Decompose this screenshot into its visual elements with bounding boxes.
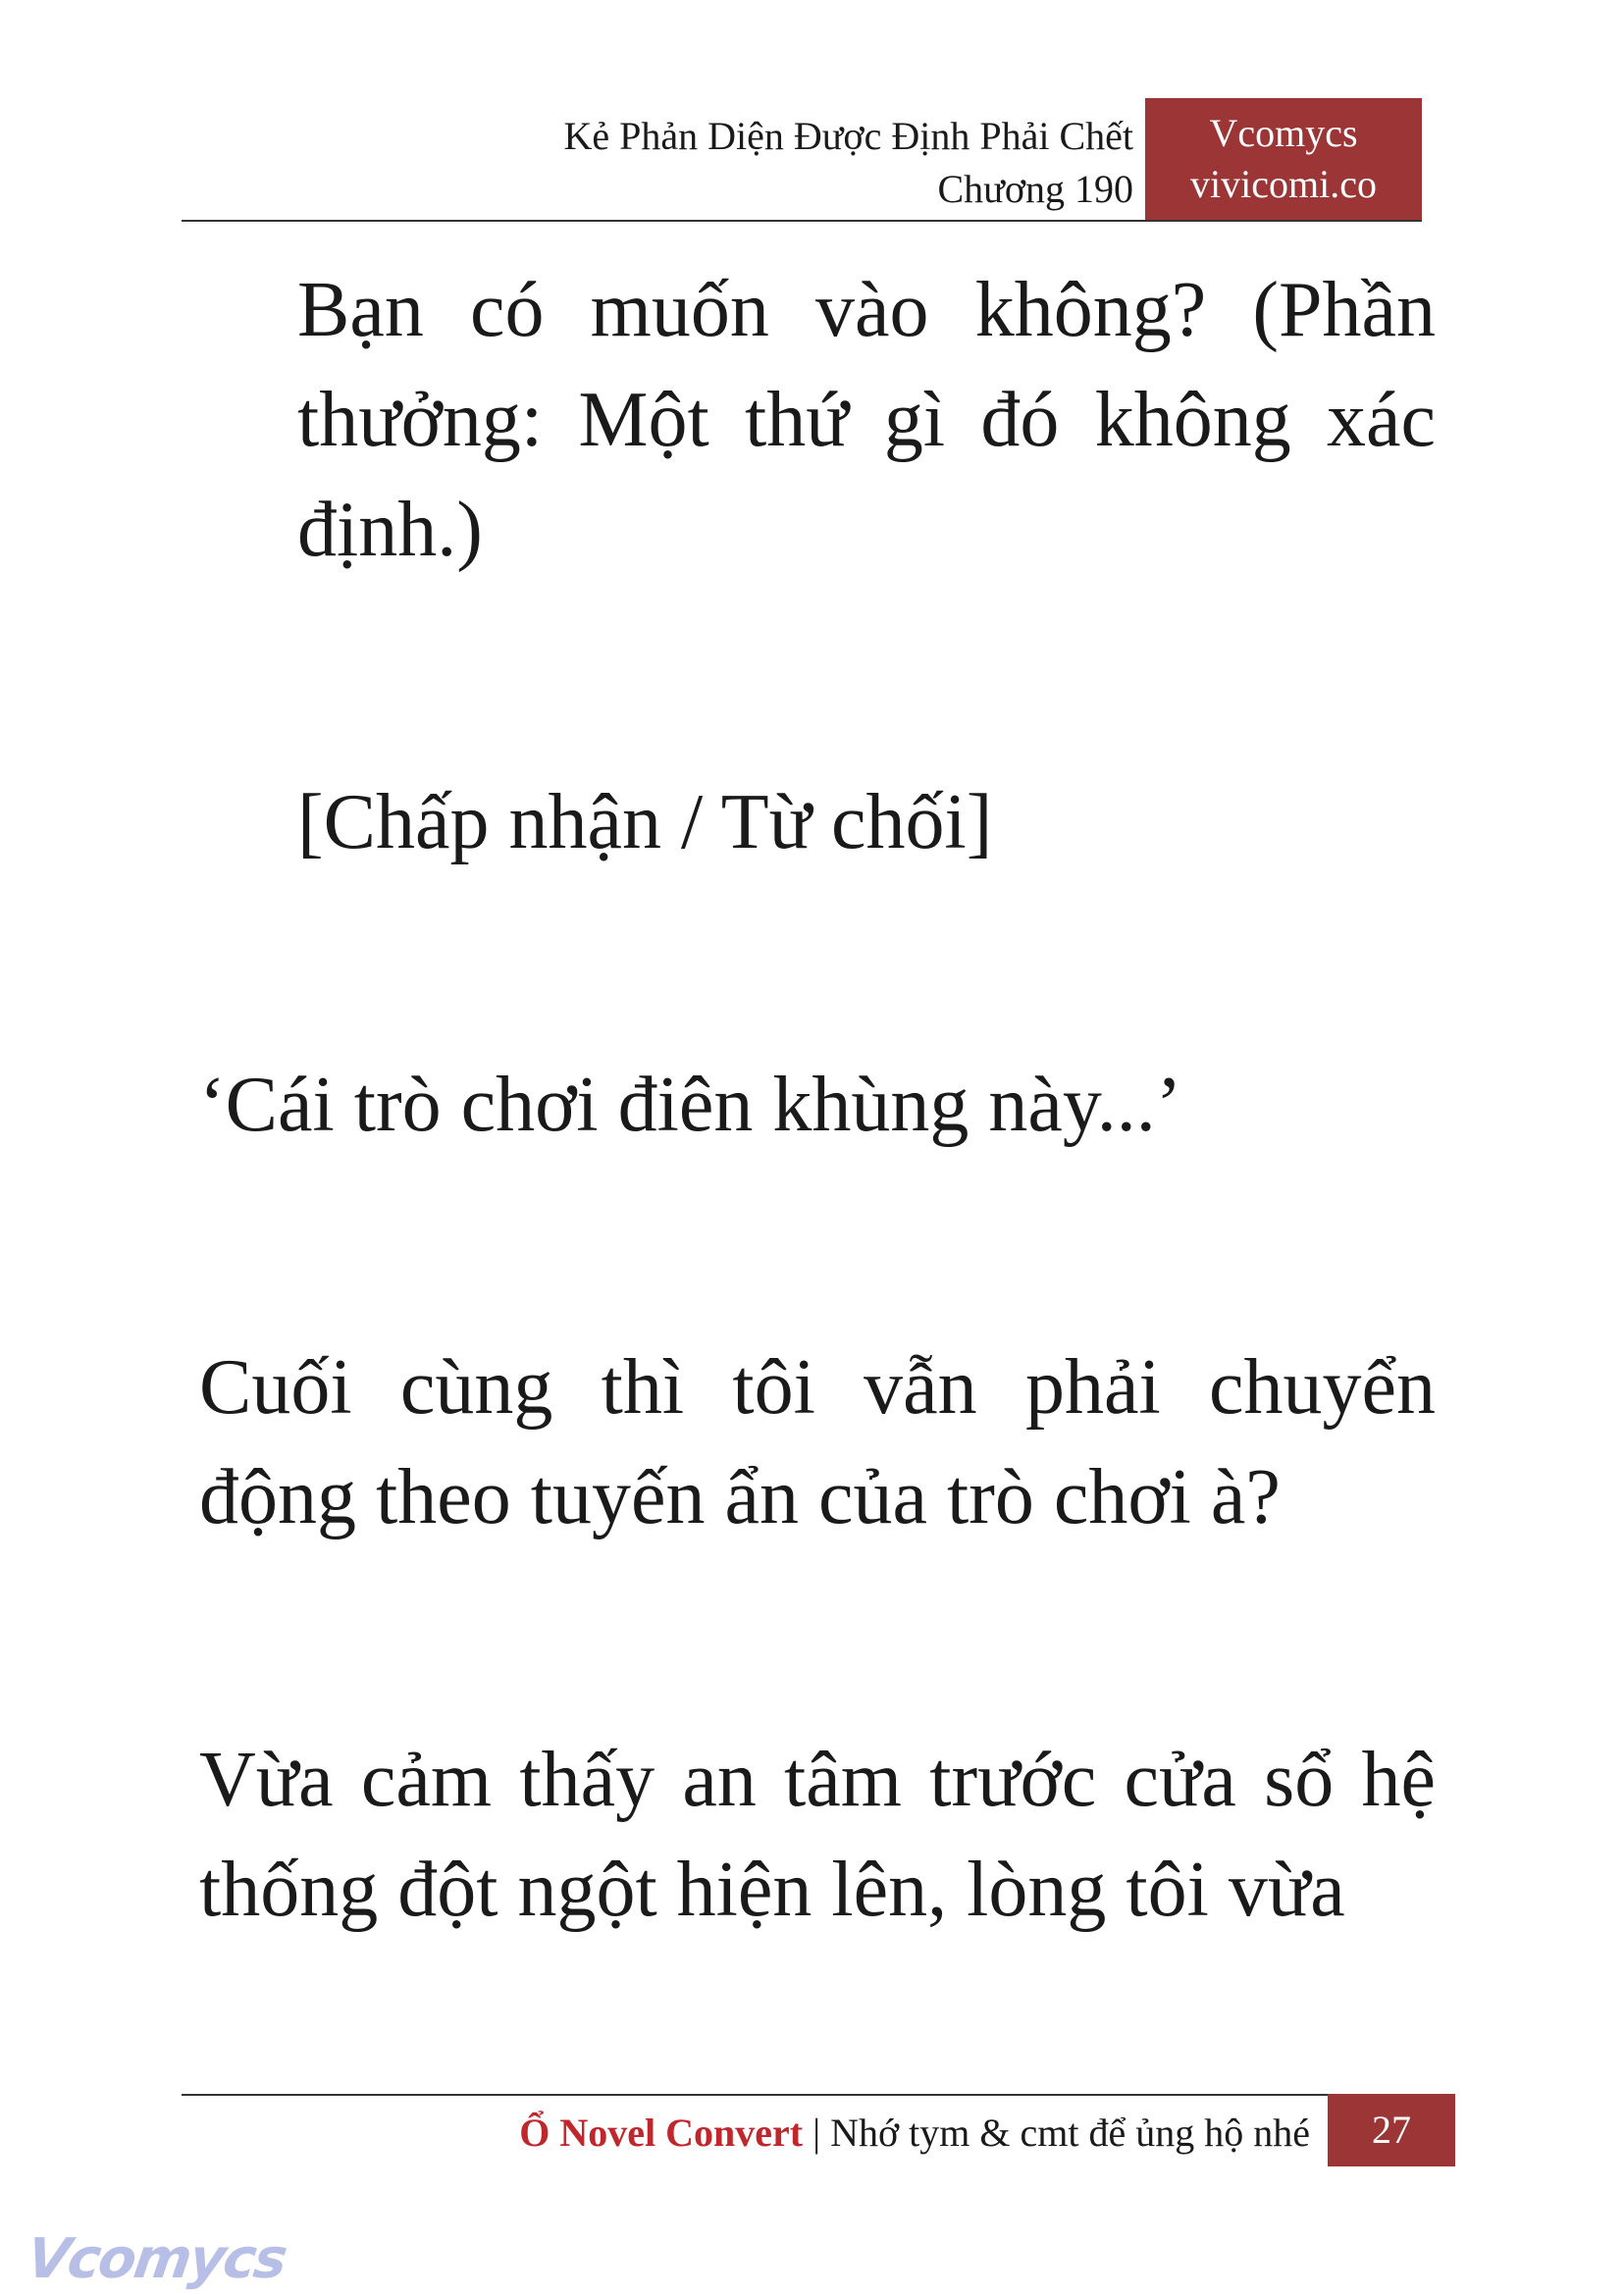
brand-site: vivicomi.co bbox=[1190, 162, 1377, 206]
paragraph-system-prompt: Bạn có muốn vào không? (Phần thưởng: Một thứ gì đó không xác định.) bbox=[297, 267, 1436, 573]
chapter-label: Chương 190 bbox=[937, 167, 1133, 211]
vcomycs-watermark-logo: Vcomycs bbox=[23, 2227, 289, 2291]
footer-divider bbox=[182, 2094, 1438, 2096]
footer-note: Nhớ tym & cmt để ủng hộ nhé bbox=[830, 2111, 1310, 2155]
footer-credit bbox=[519, 2102, 1310, 2165]
paragraph-question: Cuối cùng thì tôi vẫn phải chuyển động theo tuyến ẩn của trò chơi à? bbox=[199, 1344, 1436, 1540]
paragraph-thought: ‘Cái trò chơi điên khùng này...’ bbox=[199, 1062, 1182, 1148]
brand-badge bbox=[1145, 98, 1422, 220]
footer-separator: | bbox=[812, 2111, 821, 2155]
footer-brand: Ổ Novel Convert bbox=[519, 2111, 804, 2155]
paragraph-choice: [Chấp nhận / Từ chối] bbox=[297, 779, 993, 865]
running-header bbox=[563, 110, 1133, 216]
header-divider bbox=[182, 220, 1422, 222]
page-number: 27 bbox=[1328, 2094, 1455, 2166]
paragraph-narration: Vừa cảm thấy an tâm trước cửa sổ hệ thống đột ngột hiện lên, lòng tôi vừa bbox=[199, 1737, 1436, 1933]
brand-name: Vcomycs bbox=[1209, 111, 1358, 155]
book-title: Kẻ Phản Diện Được Định Phải Chết bbox=[563, 114, 1133, 158]
